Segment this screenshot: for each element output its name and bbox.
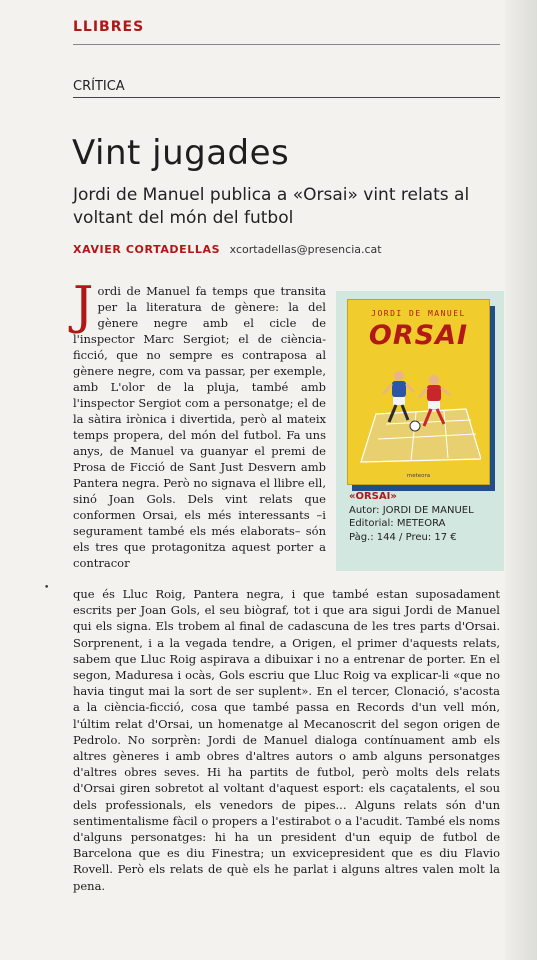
article-subtitle: Jordi de Manuel publica a «Orsai» vint relats al voltant del món del futbol bbox=[73, 185, 470, 228]
book-publisher-line: Editorial: METEORA bbox=[349, 518, 446, 529]
column-body: ordi de Manuel fa temps que transita per la literatura de gènere: la del gènere negre amb el cicle de l'inspector Marc Sergiot; el de ciència-ficció, que no sempre es contraposa al gènere negre, com va passar, per exemple, amb L'olor de la pluja, també amb l'inspector Sergiot com a personatge; el de la sàtira irònica i divertida, però al mateix temps propera, del món del futbol. Fa uns anys, de Manuel va guanyar el premi de Prosa de Ficció de Sant Just Desvern amb Pantera negra. Però no signava el llibre ell, sinó Joan Gols. Dels vint relats que conformen Orsai, els més interessants –i segurament també els més elaborats– són els tres que protagonitza aquest porter a contracor bbox=[73, 284, 326, 570]
cover-title: ORSAI bbox=[368, 320, 469, 351]
book-cover-image bbox=[347, 299, 490, 485]
page-fold-shadow bbox=[505, 0, 537, 960]
binding-hole-mark: • bbox=[44, 583, 50, 593]
article-title: Vint jugades bbox=[72, 133, 290, 173]
byline-author: XAVIER CORTADELLAS bbox=[73, 243, 221, 256]
cover-publisher: meteora bbox=[406, 473, 431, 479]
drop-cap: J bbox=[73, 277, 94, 336]
subsection-divider bbox=[73, 97, 500, 98]
book-pages-price: Pàg.: 144 / Preu: 17 € bbox=[349, 531, 457, 543]
article-column-text bbox=[73, 277, 326, 571]
football-players-illustration bbox=[356, 354, 481, 464]
subsection-label: CRÍTICA bbox=[73, 79, 125, 94]
article-full-width-text: que és Lluc Roig, Pantera negra, i que també estan suposadament escrits per Joan Gols, el seu biògraf, tot i que ara sigui Jordi de Manuel qui els signa. Els trobem al final de cadascuna de les tres parts d'Orsai. Sorprenent, i a la vegada tendre, a Origen, el primer d'aquests relats, sabem que Lluc Roig aspirava a dibuixar i no a entrenar de porter. En el segon, Maduresa i ocàs, Gols escriu que Lluc Roig va explicar-li «que no havia tingut mai la sort de ser suplent». En el tercer, Clonació, s'acosta a la ciència-ficció, cosa que també passa en Records d'un vell món, l'últim relat d'Orsai, un homenatge al Mecanoscrit del segon origen de Pedrolo. No sorprèn: Jordi de Manuel dialoga contínuament amb els altres gèneres i amb obres d'altres autors o amb alguns personatges d'altres obres seves. Hi ha partits de futbol, però molts dels relats d'Orsai giren sobretot al voltant d'aquest esport: els caçatalents, el sou dels professionals, els venedors de pipes... Alguns relats són d'un sentimentalisme fàcil o propers a l'estirabot o a l'acudit. També els noms d'alguns personatges: hi ha un president d'un equip de futbol de Barcelona que es diu Finestra; un exvicepresident que es diu Flavio Rovell. Però els relats de què els he parlat i alguns altres valen molt la pena. bbox=[73, 587, 500, 893]
byline bbox=[73, 243, 382, 256]
section-label: LLIBRES bbox=[73, 19, 145, 35]
section-divider bbox=[73, 44, 500, 45]
book-details bbox=[349, 490, 501, 544]
book-author-line: Autor: JORDI DE MANUEL bbox=[349, 504, 474, 516]
book-title-tag: «ORSAI» bbox=[349, 491, 397, 502]
byline-email: xcortadellas@presencia.cat bbox=[229, 243, 382, 256]
cover-author: JORDI DE MANUEL bbox=[371, 309, 466, 318]
